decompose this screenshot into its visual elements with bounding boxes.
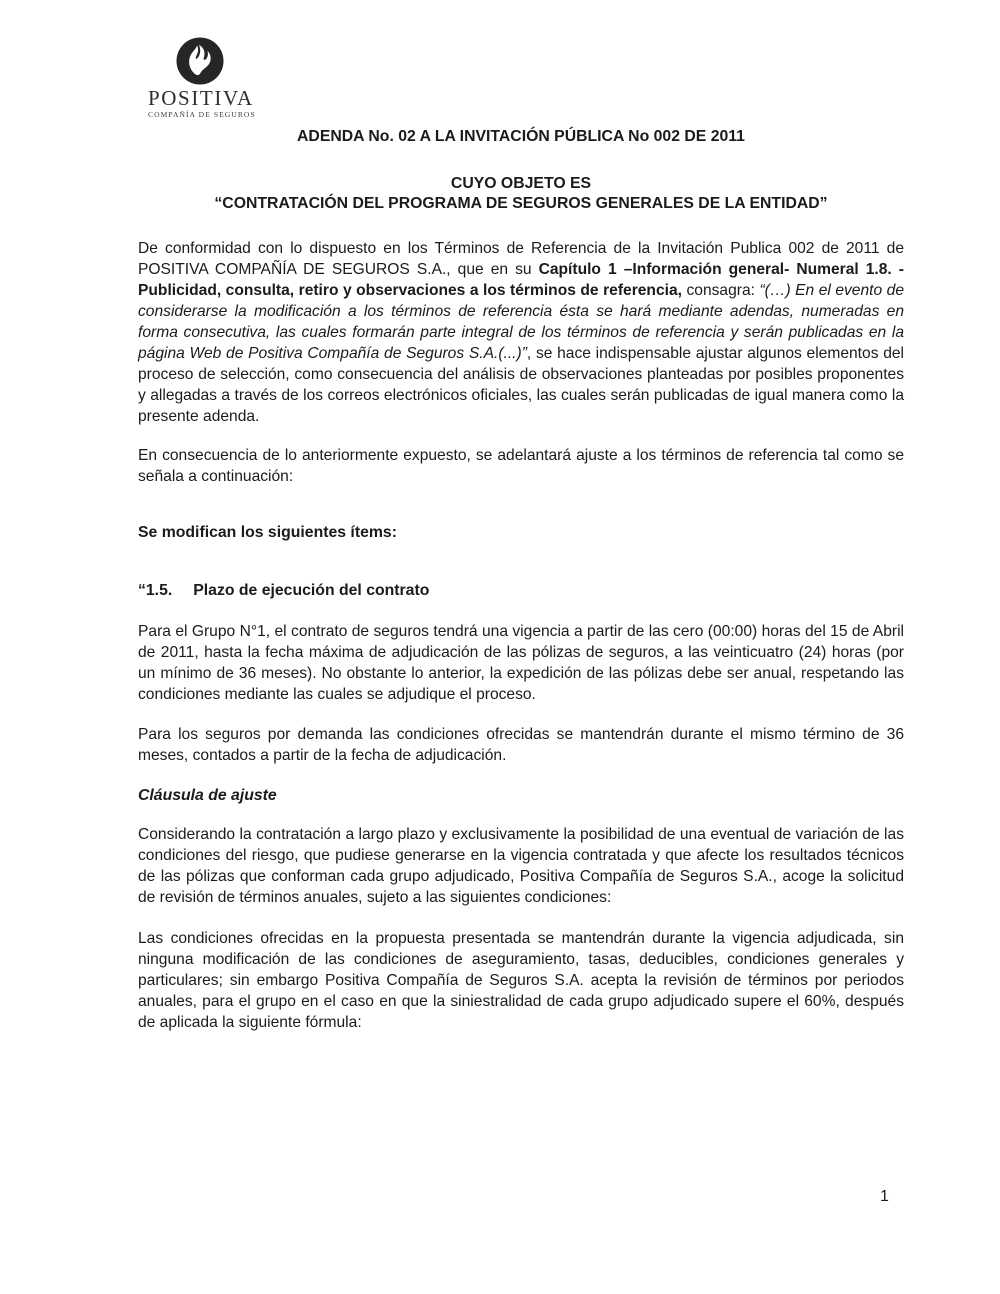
- logo-tagline-text: COMPAÑÍA DE SEGUROS: [148, 110, 256, 119]
- paragraph-conditions: Las condiciones ofrecidas en la propuesta presentada se mantendrán durante la vigencia adjudicada, sin ninguna modificación de las condiciones de aseguramiento, tasas, deducibles, condiciones generales y particulares; sin embargo Positiva Compañía de Seguros S.A. acepta la revisión de términos por periodos anuales, para el grupo en el caso en que la siniestralidad de cada grupo adjudicado supere el 60%, después de aplicada la siguiente fórmula:: [138, 930, 904, 1031]
- paragraph-intro: De conformidad con lo dispuesto en los Términos de Referencia de la Invitación Publica 002 de 2011 de POSITIVA COMPAÑÍA DE SEGUROS S.A., que en su Capítulo 1 –Información general- Numeral 1.8. - Publicidad, consulta, retiro y observaciones a los términos de referencia, consagra: “(…) En el evento de considerarse la modificación a los términos de referencia ésta se hará mediante adendas, numeradas en forma consecutiva, las cuales formarán parte integral de los términos de referencia y serán publicadas en la página Web de Positiva Compañía de Seguros S.A.(...)”, se hace indispensable ajustar algunos elementos del proceso de selección, como consecuencia del análisis de observaciones planteadas por posibles proponentes y allegadas a través de los correos electrónicos oficiales, las cuales serán publicadas de igual manera como la presente adenda.: [138, 240, 905, 425]
- heading-adjustment-clause: Cláusula de ajuste: [138, 787, 277, 804]
- paragraph-consequence: En consecuencia de lo anteriormente expuesto, se adelantará ajuste a los términos de referencia tal como se señala a continuación:: [138, 447, 904, 485]
- heading-section-1-5: [138, 581, 904, 601]
- paragraph-adjustment: Considerando la contratación a largo plazo y exclusivamente la posibilidad de una eventual de variación de las condiciones del riesgo, que pudiese generarse en la vigencia contratada y que afecte los resultados técnicos de las pólizas que conforman cada grupo adjudicado, Positiva Compañía de Seguros S.A., acoge la solicitud de revisión de términos anuales, sujeto a las siguientes condiciones:: [138, 826, 904, 906]
- section-title: Plazo de ejecución del contrato: [193, 582, 430, 599]
- logo-brand-text: POSITIVA: [148, 86, 254, 110]
- page-number: 1: [880, 1188, 889, 1205]
- heading-modified-items: Se modifican los siguientes ítems:: [138, 524, 397, 541]
- paragraph-demand: Para los seguros por demanda las condiciones ofrecidas se mantendrán durante el mismo término de 36 meses, contados a partir de la fecha de adjudicación.: [138, 726, 904, 764]
- section-number: “1.5.: [138, 582, 173, 599]
- document-content: [138, 0, 904, 1033]
- positiva-logo: [148, 36, 256, 119]
- positiva-logo-icon: [148, 36, 252, 86]
- paragraph-term: Para el Grupo N°1, el contrato de seguros tendrá una vigencia a partir de las cero (00:00) horas del 15 de Abril de 2011, hasta la fecha máxima de adjudicación de las pólizas de seguros, a las veinticuatro (24) horas (por un mínimo de 36 meses). No obstante lo anterior, la expedición de las pólizas debe ser anual, respetando las condiciones mediante las cuales se adjudique el proceso.: [138, 623, 904, 703]
- document-object: [138, 174, 904, 214]
- document-object-line1: CUYO OBJETO ES: [450, 175, 592, 192]
- document-title: ADENDA No. 02 A LA INVITACIÓN PÚBLICA No 002 DE 2011: [297, 128, 745, 145]
- document-object-line2: “CONTRATACIÓN DEL PROGRAMA DE SEGUROS GENERALES DE LA ENTIDAD”: [214, 195, 828, 212]
